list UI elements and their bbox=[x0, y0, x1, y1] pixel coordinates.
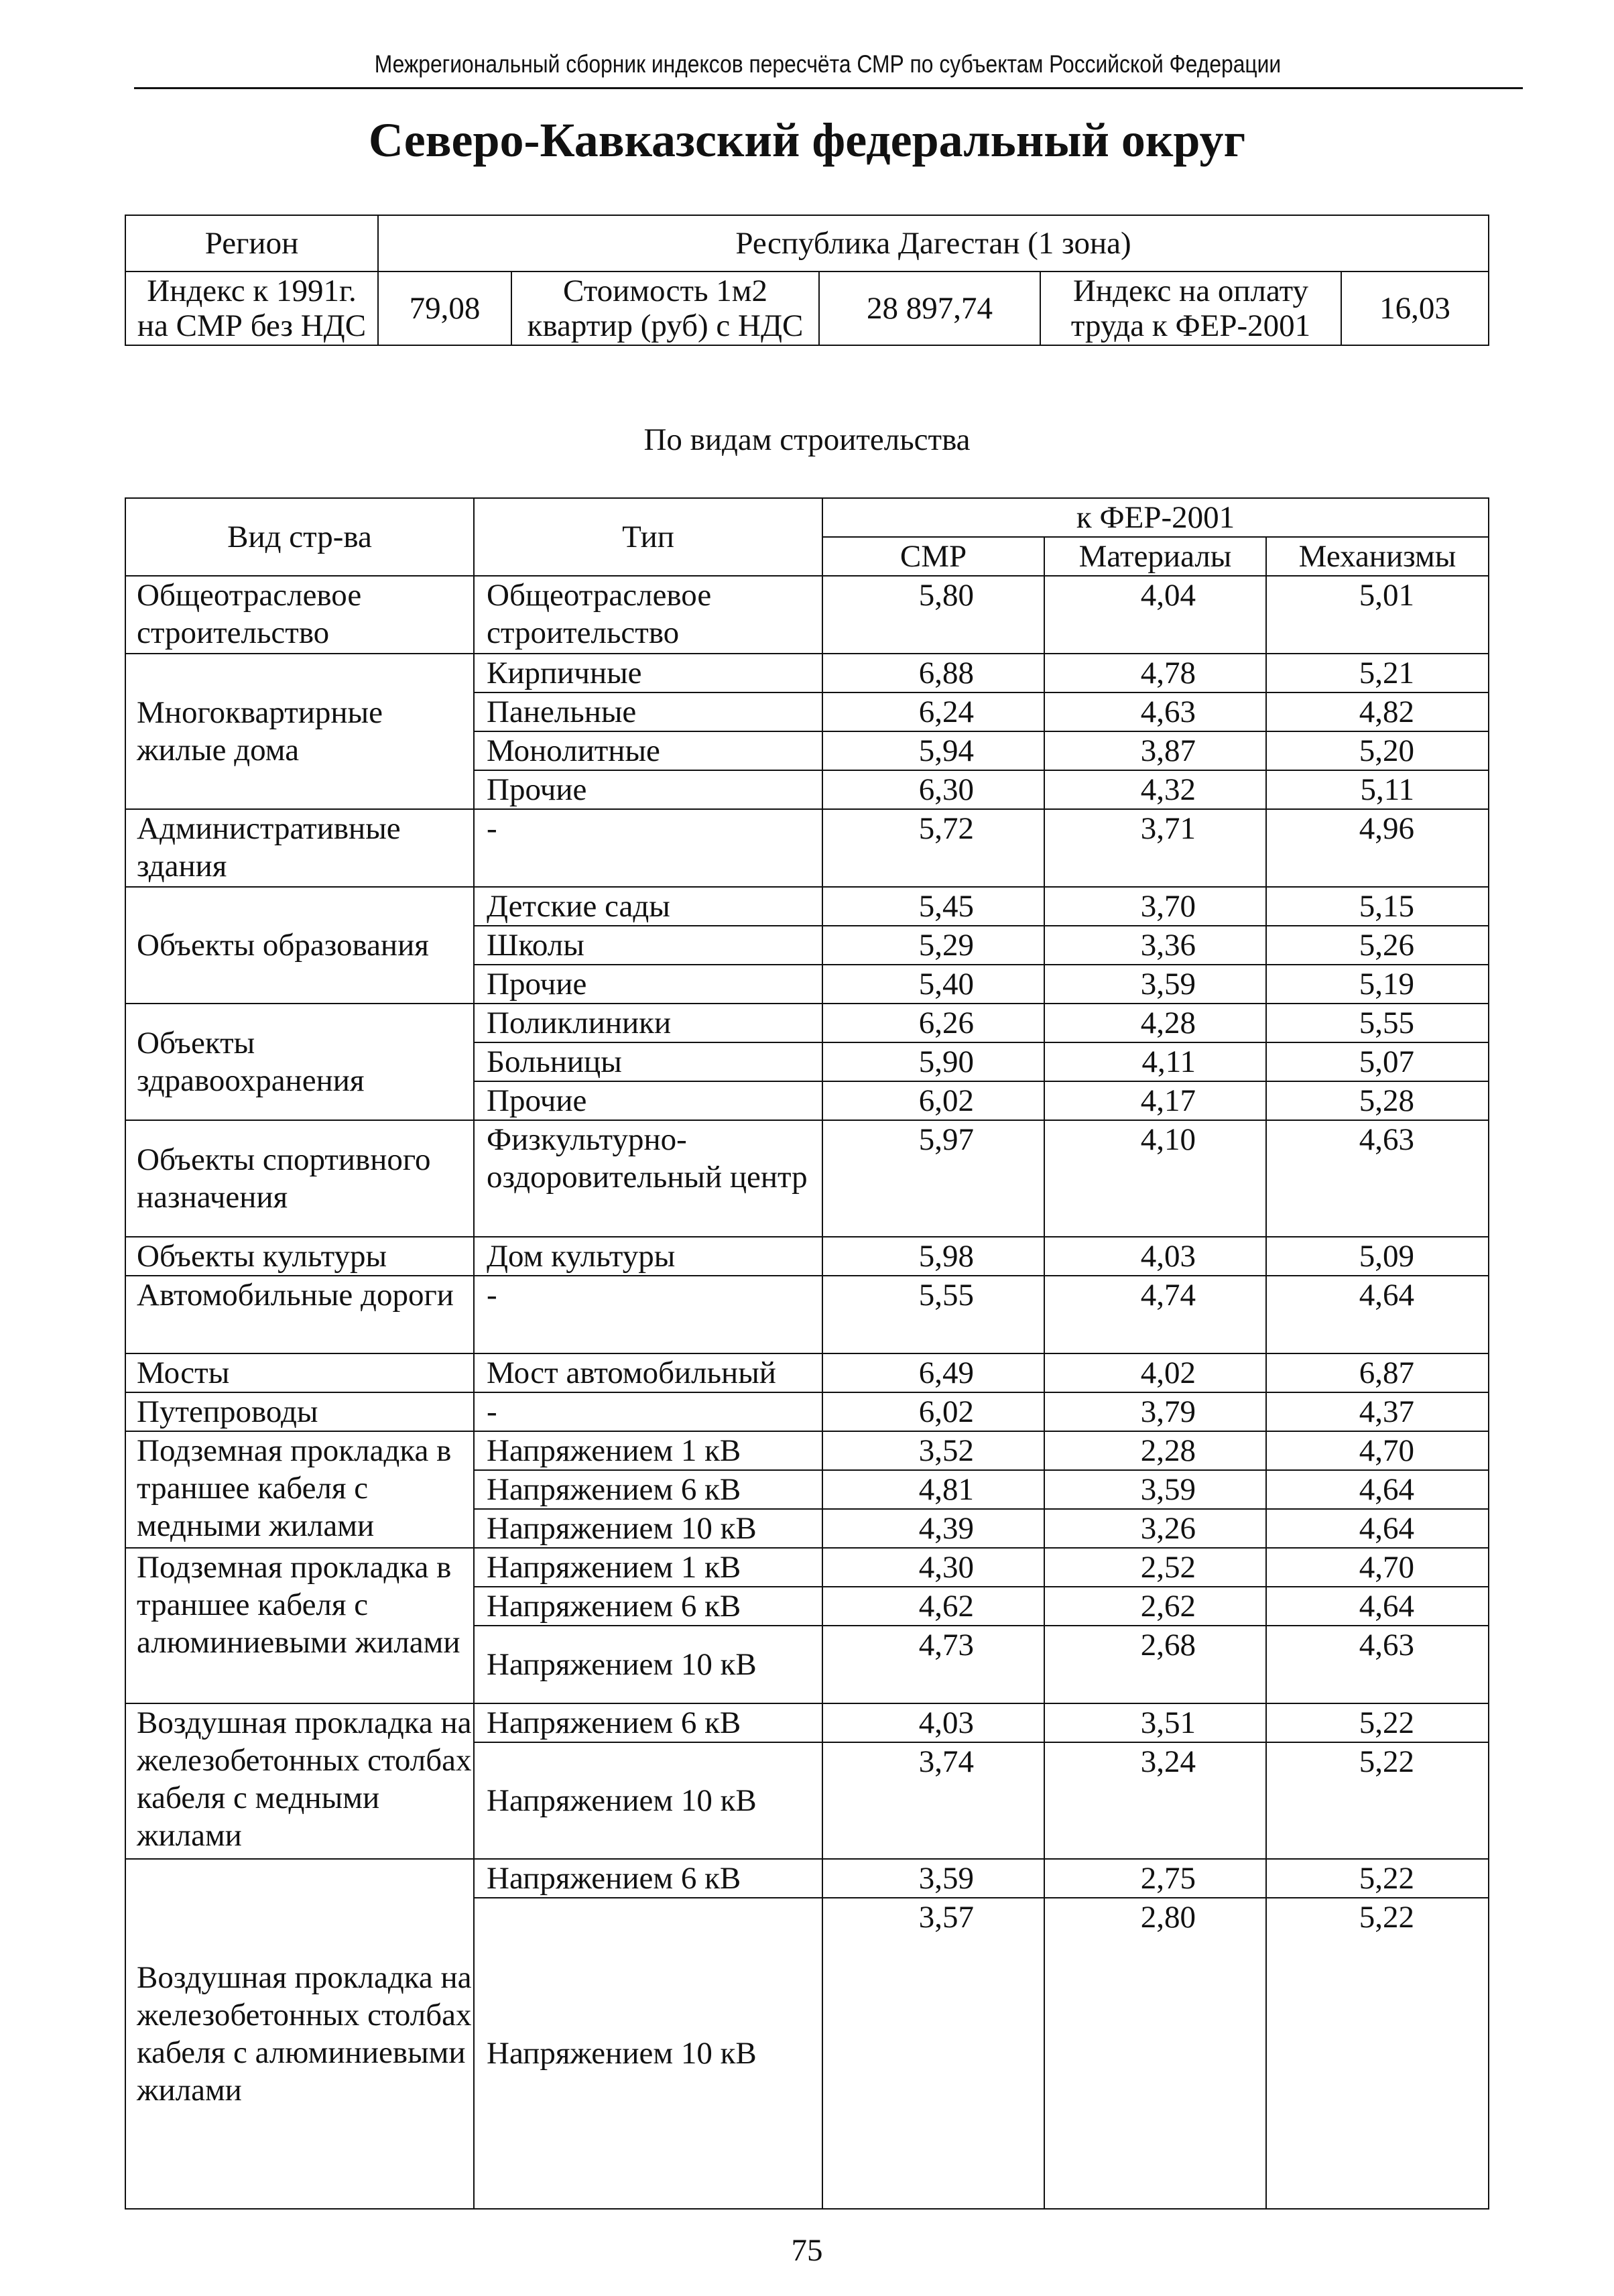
machines-index-cell: 5,11 bbox=[1266, 770, 1489, 809]
smr-index-cell: 4,81 bbox=[822, 1470, 1044, 1509]
smr-index-cell: 5,90 bbox=[822, 1042, 1044, 1081]
machines-index-cell: 4,63 bbox=[1266, 1120, 1489, 1237]
machines-index-cell: 6,87 bbox=[1266, 1353, 1489, 1392]
smr-index-cell: 5,80 bbox=[822, 576, 1044, 654]
construction-type-cell: Напряжением 6 кВ bbox=[474, 1470, 822, 1509]
construction-kind-cell: Подземная прокладка в траншее кабеля с медными жилами bbox=[125, 1431, 474, 1548]
materials-index-cell: 2,52 bbox=[1044, 1548, 1266, 1587]
construction-kind-cell: Подземная прокладка в траншее кабеля с алюминиевыми жилами bbox=[125, 1548, 474, 1703]
construction-type-cell: Прочие bbox=[474, 770, 822, 809]
materials-index-cell: 4,03 bbox=[1044, 1237, 1266, 1276]
region-info-table bbox=[125, 215, 1489, 346]
materials-index-cell: 4,11 bbox=[1044, 1042, 1266, 1081]
flat-cost-label-line1: Стоимость 1м2 bbox=[562, 274, 768, 308]
construction-type-cell: - bbox=[474, 1276, 822, 1353]
machines-index-cell: 4,82 bbox=[1266, 692, 1489, 731]
construction-type-cell: Больницы bbox=[474, 1042, 822, 1081]
page-number: 75 bbox=[791, 2233, 823, 2268]
smr-index-cell: 5,94 bbox=[822, 731, 1044, 770]
smr-index-cell: 3,74 bbox=[822, 1742, 1044, 1859]
construction-type-cell: Панельные bbox=[474, 692, 822, 731]
table-row bbox=[125, 654, 1489, 692]
materials-index-cell: 3,87 bbox=[1044, 731, 1266, 770]
machines-index-cell: 4,37 bbox=[1266, 1392, 1489, 1431]
materials-index-cell: 4,10 bbox=[1044, 1120, 1266, 1237]
materials-index-cell: 2,75 bbox=[1044, 1859, 1266, 1898]
smr-index-cell: 6,24 bbox=[822, 692, 1044, 731]
construction-type-cell: Напряжением 10 кВ bbox=[474, 1742, 822, 1859]
header-rule bbox=[134, 87, 1523, 89]
materials-index-cell: 3,24 bbox=[1044, 1742, 1266, 1859]
smr-index-cell: 5,98 bbox=[822, 1237, 1044, 1276]
construction-type-cell: Напряжением 10 кВ bbox=[474, 1626, 822, 1703]
flat-cost-label-line2: квартир (руб) с НДС bbox=[527, 308, 804, 343]
smr-index-cell: 4,39 bbox=[822, 1509, 1044, 1548]
construction-type-cell: Школы bbox=[474, 926, 822, 965]
page-title: Северо-Кавказский федеральный округ bbox=[368, 113, 1246, 167]
index-1991-label-line2: на СМР без НДС bbox=[137, 308, 367, 343]
construction-kind-cell: Многоквартирные жилые дома bbox=[125, 654, 474, 809]
machines-index-cell: 5,21 bbox=[1266, 654, 1489, 692]
construction-kind-cell: Объекты культуры bbox=[125, 1237, 474, 1276]
materials-index-cell: 4,78 bbox=[1044, 654, 1266, 692]
flat-cost-label bbox=[511, 271, 819, 345]
construction-type-cell: Прочие bbox=[474, 1081, 822, 1120]
construction-type-cell: Мост автомобильный bbox=[474, 1353, 822, 1392]
machines-index-cell: 5,22 bbox=[1266, 1859, 1489, 1898]
table-row bbox=[125, 809, 1489, 887]
materials-index-cell: 3,26 bbox=[1044, 1509, 1266, 1548]
machines-index-cell: 5,07 bbox=[1266, 1042, 1489, 1081]
smr-index-cell: 5,40 bbox=[822, 965, 1044, 1004]
construction-type-cell: Напряжением 10 кВ bbox=[474, 1898, 822, 2209]
smr-index-cell: 3,52 bbox=[822, 1431, 1044, 1470]
smr-index-cell: 6,02 bbox=[822, 1081, 1044, 1120]
smr-index-cell: 4,73 bbox=[822, 1626, 1044, 1703]
col-header-smr: СМР bbox=[822, 537, 1044, 576]
table-row bbox=[125, 1703, 1489, 1742]
materials-index-cell: 3,71 bbox=[1044, 809, 1266, 887]
flat-cost-value: 28 897,74 bbox=[819, 271, 1040, 345]
smr-index-cell: 5,45 bbox=[822, 887, 1044, 926]
machines-index-cell: 4,64 bbox=[1266, 1276, 1489, 1353]
smr-index-cell: 5,55 bbox=[822, 1276, 1044, 1353]
materials-index-cell: 4,17 bbox=[1044, 1081, 1266, 1120]
labor-index-label-line1: Индекс на оплату bbox=[1072, 274, 1309, 308]
materials-index-cell: 4,32 bbox=[1044, 770, 1266, 809]
machines-index-cell: 5,20 bbox=[1266, 731, 1489, 770]
table-row bbox=[125, 1859, 1489, 1898]
materials-index-cell: 4,02 bbox=[1044, 1353, 1266, 1392]
machines-index-cell: 5,22 bbox=[1266, 1742, 1489, 1859]
smr-index-cell: 5,29 bbox=[822, 926, 1044, 965]
machines-index-cell: 5,19 bbox=[1266, 965, 1489, 1004]
construction-type-cell: - bbox=[474, 1392, 822, 1431]
construction-kind-cell: Воздушная прокладка на железобетонных столбах кабеля с медными жилами bbox=[125, 1703, 474, 1859]
labor-index-label-line2: труда к ФЕР-2001 bbox=[1070, 308, 1311, 343]
machines-index-cell: 4,63 bbox=[1266, 1626, 1489, 1703]
construction-kind-cell: Объекты образования bbox=[125, 887, 474, 1004]
construction-kind-cell: Мосты bbox=[125, 1353, 474, 1392]
smr-index-cell: 4,62 bbox=[822, 1587, 1044, 1626]
table-row bbox=[125, 887, 1489, 926]
machines-index-cell: 5,15 bbox=[1266, 887, 1489, 926]
table-row bbox=[125, 1431, 1489, 1470]
table-row bbox=[125, 1353, 1489, 1392]
smr-index-cell: 5,97 bbox=[822, 1120, 1044, 1237]
materials-index-cell: 4,74 bbox=[1044, 1276, 1266, 1353]
machines-index-cell: 5,28 bbox=[1266, 1081, 1489, 1120]
construction-type-cell: Напряжением 1 кВ bbox=[474, 1548, 822, 1587]
index-table-body bbox=[125, 498, 1489, 2209]
materials-index-cell: 3,51 bbox=[1044, 1703, 1266, 1742]
smr-index-cell: 5,72 bbox=[822, 809, 1044, 887]
construction-type-cell: Дом культуры bbox=[474, 1237, 822, 1276]
smr-index-cell: 6,30 bbox=[822, 770, 1044, 809]
table-row bbox=[125, 1276, 1489, 1353]
smr-index-cell: 4,30 bbox=[822, 1548, 1044, 1587]
construction-type-cell: Напряжением 10 кВ bbox=[474, 1509, 822, 1548]
machines-index-cell: 5,55 bbox=[1266, 1004, 1489, 1042]
construction-type-cell: Напряжением 6 кВ bbox=[474, 1703, 822, 1742]
construction-type-cell: Прочие bbox=[474, 965, 822, 1004]
materials-index-cell: 3,70 bbox=[1044, 887, 1266, 926]
construction-kind-cell: Автомобильные дороги bbox=[125, 1276, 474, 1353]
smr-index-cell: 6,88 bbox=[822, 654, 1044, 692]
construction-index-table bbox=[125, 497, 1489, 2210]
construction-type-cell: Напряжением 6 кВ bbox=[474, 1859, 822, 1898]
table-row bbox=[125, 1120, 1489, 1237]
materials-index-cell: 2,28 bbox=[1044, 1431, 1266, 1470]
construction-kind-cell: Объекты здравоохранения bbox=[125, 1004, 474, 1120]
materials-index-cell: 4,04 bbox=[1044, 576, 1266, 654]
construction-type-cell: Монолитные bbox=[474, 731, 822, 770]
machines-index-cell: 4,70 bbox=[1266, 1431, 1489, 1470]
machines-index-cell: 4,64 bbox=[1266, 1587, 1489, 1626]
machines-index-cell: 4,64 bbox=[1266, 1470, 1489, 1509]
construction-kind-cell: Общеотраслевое строительство bbox=[125, 576, 474, 654]
construction-type-cell: - bbox=[474, 809, 822, 887]
smr-index-cell: 6,02 bbox=[822, 1392, 1044, 1431]
labor-index-label bbox=[1040, 271, 1341, 345]
index-1991-label-line1: Индекс к 1991г. bbox=[147, 274, 357, 308]
region-label: Регион bbox=[125, 215, 378, 271]
materials-index-cell: 2,68 bbox=[1044, 1626, 1266, 1703]
running-header: Межрегиональный сборник индексов пересчёта СМР по субъектам Российской Федерации bbox=[374, 50, 1282, 78]
construction-type-cell: Детские сады bbox=[474, 887, 822, 926]
materials-index-cell: 3,59 bbox=[1044, 965, 1266, 1004]
smr-index-cell: 3,57 bbox=[822, 1898, 1044, 2209]
machines-index-cell: 4,70 bbox=[1266, 1548, 1489, 1587]
materials-index-cell: 4,28 bbox=[1044, 1004, 1266, 1042]
materials-index-cell: 3,36 bbox=[1044, 926, 1266, 965]
machines-index-cell: 5,01 bbox=[1266, 576, 1489, 654]
col-header-kind: Вид стр-ва bbox=[125, 498, 474, 576]
materials-index-cell: 3,59 bbox=[1044, 1470, 1266, 1509]
index-1991-value: 79,08 bbox=[378, 271, 511, 345]
col-header-fer-group: к ФЕР-2001 bbox=[822, 498, 1489, 537]
col-header-materials: Материалы bbox=[1044, 537, 1266, 576]
smr-index-cell: 6,26 bbox=[822, 1004, 1044, 1042]
table-row bbox=[125, 576, 1489, 654]
construction-kind-cell: Путепроводы bbox=[125, 1392, 474, 1431]
smr-index-cell: 3,59 bbox=[822, 1859, 1044, 1898]
machines-index-cell: 4,96 bbox=[1266, 809, 1489, 887]
machines-index-cell: 5,09 bbox=[1266, 1237, 1489, 1276]
construction-kind-cell: Административные здания bbox=[125, 809, 474, 887]
table-row bbox=[125, 1392, 1489, 1431]
machines-index-cell: 4,64 bbox=[1266, 1509, 1489, 1548]
materials-index-cell: 2,62 bbox=[1044, 1587, 1266, 1626]
smr-index-cell: 4,03 bbox=[822, 1703, 1044, 1742]
construction-type-cell: Напряжением 1 кВ bbox=[474, 1431, 822, 1470]
labor-index-value: 16,03 bbox=[1341, 271, 1489, 345]
construction-type-cell: Физкультурно-оздоровительный центр bbox=[474, 1120, 822, 1237]
machines-index-cell: 5,26 bbox=[1266, 926, 1489, 965]
table-row bbox=[125, 1548, 1489, 1587]
index-1991-label bbox=[125, 271, 378, 345]
table-row bbox=[125, 1004, 1489, 1042]
machines-index-cell: 5,22 bbox=[1266, 1898, 1489, 2209]
materials-index-cell: 4,63 bbox=[1044, 692, 1266, 731]
materials-index-cell: 2,80 bbox=[1044, 1898, 1266, 2209]
col-header-type: Тип bbox=[474, 498, 822, 576]
construction-type-cell: Общеотраслевое строительство bbox=[474, 576, 822, 654]
materials-index-cell: 3,79 bbox=[1044, 1392, 1266, 1431]
col-header-machines: Механизмы bbox=[1266, 537, 1489, 576]
section-subtitle: По видам строительства bbox=[643, 422, 971, 457]
machines-index-cell: 5,22 bbox=[1266, 1703, 1489, 1742]
region-value: Республика Дагестан (1 зона) bbox=[378, 215, 1489, 271]
construction-kind-cell: Воздушная прокладка на железобетонных столбах кабеля с алюминиевыми жилами bbox=[125, 1859, 474, 2209]
smr-index-cell: 6,49 bbox=[822, 1353, 1044, 1392]
construction-type-cell: Кирпичные bbox=[474, 654, 822, 692]
construction-type-cell: Напряжением 6 кВ bbox=[474, 1587, 822, 1626]
construction-type-cell: Поликлиники bbox=[474, 1004, 822, 1042]
construction-kind-cell: Объекты спортивного назначения bbox=[125, 1120, 474, 1237]
table-row bbox=[125, 1237, 1489, 1276]
